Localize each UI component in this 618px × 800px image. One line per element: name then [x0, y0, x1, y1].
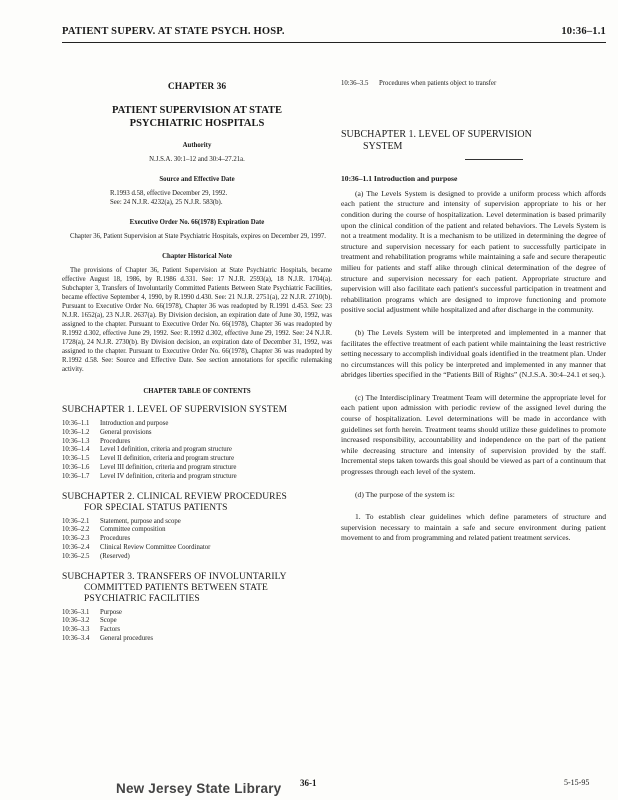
chapter-number: CHAPTER 36	[167, 82, 227, 92]
toc-number: 10:36–1.3	[62, 437, 90, 445]
subchapter-1-heading	[341, 129, 606, 153]
source-line2: See: 24 N.J.R. 4232(a), 25 N.J.R. 583(b).	[110, 199, 223, 206]
toc-number: 10:36–1.1	[62, 420, 90, 427]
toc-row	[62, 635, 332, 644]
toc-sub2-line2: FOR SPECIAL STATUS PATIENTS	[84, 502, 228, 513]
header-section: 10:36–1.1	[561, 26, 606, 37]
running-header	[62, 26, 606, 37]
toc-title: Level IV definition, criteria and program structure	[100, 472, 237, 480]
historical-note-text: The provisions of Chapter 36, Patient Supervision at State Psychiatric Hospitals, became effective August 18, 1986, by R.1986 d.331. See: 17 N.J.R. 2593(a), 18 N.J.R. 1704(a). Subchapter 3, Transfers of Involuntarily Committed Patients Between State Psychiatric Facilities, became effective September 4, 1990, by R.1990 d.430. See: 21 N.J.R. 2751(a), 22 N.J.R. 2710(b). Pursuant to Executive Order No. 66(1978), Chapter 36 was readopted by R.1991 d.453. See: 23 N.J.R. 1652(a), 23 N.J.R. 2637(a). By Division decision, an expiration date of June 30, 1992, was assigned to the chapter. Pursuant to Executive Order No. 66(1978), Chapter 36 was readopted by R.1992 d.302, effective June 29, 1992. See: R.1992 d.302, effective June 29, 1992. See: 24 N.J.R. 1728(a), 24 N.J.R. 2730(b). By Division decision, an expiration date of December 31, 1992, was assigned to the chapter. Pursuant to Executive Order No. 66(1978), Chapter 36 was readopted by R.1992 d.58. See: Source and Effective Date. See section annotations for specific rulemaking activity.	[62, 267, 332, 373]
toc-subchapter-1: SUBCHAPTER 1. LEVEL OF SUPERVISION SYSTEM	[62, 405, 288, 415]
toc-title: Procedures	[100, 535, 131, 543]
toc-row	[62, 553, 332, 562]
toc-title: Level II definition, criteria and program structure	[100, 455, 235, 463]
toc-sub3-list	[62, 609, 332, 644]
toc-number: 10:36–1.2	[62, 428, 90, 436]
toc-title: General procedures	[100, 634, 154, 642]
toc-number: 10:36–1.7	[62, 472, 90, 480]
toc-title: Procedures	[100, 437, 131, 445]
toc-title: Scope	[100, 617, 117, 625]
historical-note-heading: Chapter Historical Note	[162, 253, 232, 260]
paragraph-d1: 1. To establish clear guidelines which define parameters of structure and supervision necessary to maintain a safe and secure environment during patient movement to and from programming and related patient treatment services.	[341, 512, 606, 543]
toc-row	[62, 473, 332, 482]
revision-date: 5-15-95	[564, 778, 590, 787]
toc-number: 10:36–1.5	[62, 455, 90, 463]
toc-number: 10:36–2.4	[62, 543, 90, 551]
toc-title: Level I definition, criteria and program structure	[100, 446, 232, 454]
toc-row	[62, 544, 332, 553]
toc-sub3-line3: PSYCHIATRIC FACILITIES	[84, 593, 200, 604]
toc-subchapter-2	[62, 492, 332, 514]
toc-continued-row	[341, 80, 606, 89]
source-text	[62, 189, 332, 207]
toc-title: Statement, purpose and scope	[100, 517, 181, 525]
toc-title: Purpose	[100, 608, 122, 616]
paragraph-b: (b) The Levels System will be interpreted and implemented in a manner that facilitates the effective treatment of each patient while maintaining the least restrictive setting necessary to accomplish individual goals identified in the treatment plan. Under no circumstances will this policy be interpreted and implemented in any manner that abridges liberties specified in the “Patients Bill of Rights” (N.J.S.A. 30:4–24.1 et seq.).	[341, 327, 606, 380]
subchapter-1-line2: SYSTEM	[363, 140, 403, 152]
toc-row	[62, 464, 332, 473]
toc-row	[62, 609, 332, 618]
toc-row	[62, 455, 332, 464]
paragraph-c: (c) The Interdisciplinary Treatment Team will determine the appropriate level for each patient upon admission with periodic review of the assigned level during the course of hospitalization. Level determinations will be made in accordance with guidelines set forth herein. Treatment teams should utilize these guidelines to promote increased responsibility, accountability and independence on the part of the patient while decreasing structure and intensity of supervision provided by the staff. Incremental steps taken towards this goal should be viewed as part of a continuum that progresses through each level of the system.	[341, 392, 606, 477]
left-column	[62, 56, 332, 644]
subchapter-1-line1: SUBCHAPTER 1. LEVEL OF SUPERVISION	[341, 128, 532, 140]
paragraph-d: (d) The purpose of the system is:	[355, 489, 455, 499]
header-rule	[62, 42, 606, 43]
toc-title: General provisions	[100, 428, 152, 436]
toc-number: 10:36–3.1	[62, 608, 90, 616]
toc-number: 10:36–2.5	[62, 552, 90, 560]
chapter-title	[62, 104, 332, 130]
chapter-title-line1: PATIENT SUPERVISION AT STATE	[111, 105, 283, 116]
toc-title: Procedures when patients object to transfer	[379, 80, 497, 87]
toc-row	[62, 518, 332, 527]
source-line1: R.1993 d.58, effective December 29, 1992.	[110, 190, 228, 197]
toc-title: Introduction and purpose	[100, 420, 169, 427]
toc-number: 10:36–3.3	[62, 626, 90, 634]
toc-number: 10:36–3.2	[62, 617, 90, 625]
toc-title: Level III definition, criteria and program structure	[100, 463, 237, 471]
toc-title: (Reserved)	[100, 552, 130, 560]
toc-title: Factors	[100, 626, 121, 634]
exec-order-heading: Executive Order No. 66(1978) Expiration Date	[129, 219, 265, 226]
exec-order-text: Chapter 36, Patient Supervision at State Psychiatric Hospitals, expires on December 29, 1997.	[70, 233, 326, 240]
toc-sub2-list	[62, 518, 332, 562]
subchapter-rule	[465, 159, 523, 160]
toc-number: 10:36–3.5	[341, 80, 369, 87]
chapter-title-line2: PSYCHIATRIC HOSPITALS	[129, 118, 265, 129]
toc-sub3-line2: COMMITTED PATIENTS BETWEEN STATE	[84, 582, 268, 593]
toc-row	[62, 438, 332, 447]
toc-title: Committee composition	[100, 526, 166, 534]
library-stamp: New Jersey State Library	[116, 781, 282, 796]
toc-number: 10:36–2.3	[62, 535, 90, 543]
toc-title: Clinical Review Committee Coordinator	[100, 543, 211, 551]
toc-row	[62, 429, 332, 438]
header-title: PATIENT SUPERV. AT STATE PSYCH. HOSP.	[62, 26, 285, 37]
toc-sub1-list	[62, 420, 332, 482]
authority-text: N.J.S.A. 30:1–12 and 30:4–27.21a.	[149, 156, 245, 163]
toc-number: 10:36–1.6	[62, 463, 90, 471]
toc-number: 10:36–3.4	[62, 634, 90, 642]
toc-number: 10:36–2.2	[62, 526, 90, 534]
toc-row	[62, 526, 332, 535]
section-heading: 10:36–1.1 Introduction and purpose	[341, 173, 458, 183]
toc-row	[62, 626, 332, 635]
toc-heading: CHAPTER TABLE OF CONTENTS	[143, 388, 251, 395]
toc-row	[62, 617, 332, 626]
right-column	[341, 56, 606, 544]
toc-row	[62, 535, 332, 544]
toc-number: 10:36–2.1	[62, 517, 90, 525]
toc-row	[62, 446, 332, 455]
page-number: 36-1	[300, 778, 317, 788]
source-heading: Source and Effective Date	[159, 176, 235, 183]
toc-subchapter-3	[62, 572, 332, 605]
toc-number: 10:36–1.4	[62, 446, 90, 454]
toc-sub3-line1: SUBCHAPTER 3. TRANSFERS OF INVOLUNTARILY	[62, 571, 287, 582]
paragraph-a: (a) The Levels System is designed to provide a uniform process which affords each patient the structure and intensity of supervision appropriate to his or her condition during the course of hospitalization. Level determination is based primarily upon the clinical condition of the patient and related behaviors. The Levels System is not a treatment modality. It is a mechanism to be utilized in determining the degree of structure and supervision necessary for each patient to successfully participate in treatment and rehabilitation programs while maintaining a safe and secure therapeutic milieu for patients and staff alike through clinical determination of the degree of structure and supervision necessary for each patient. Appropriate structure and supervision will also facilitate each patient's successful participation in treatment and rehabilitation programs which are designed to improve functioning and promote positive social adjustment while hospitalized and after discharge in the community.	[341, 188, 606, 315]
authority-heading: Authority	[182, 142, 212, 149]
toc-sub2-line1: SUBCHAPTER 2. CLINICAL REVIEW PROCEDURES	[62, 491, 287, 502]
toc-row	[62, 420, 332, 429]
